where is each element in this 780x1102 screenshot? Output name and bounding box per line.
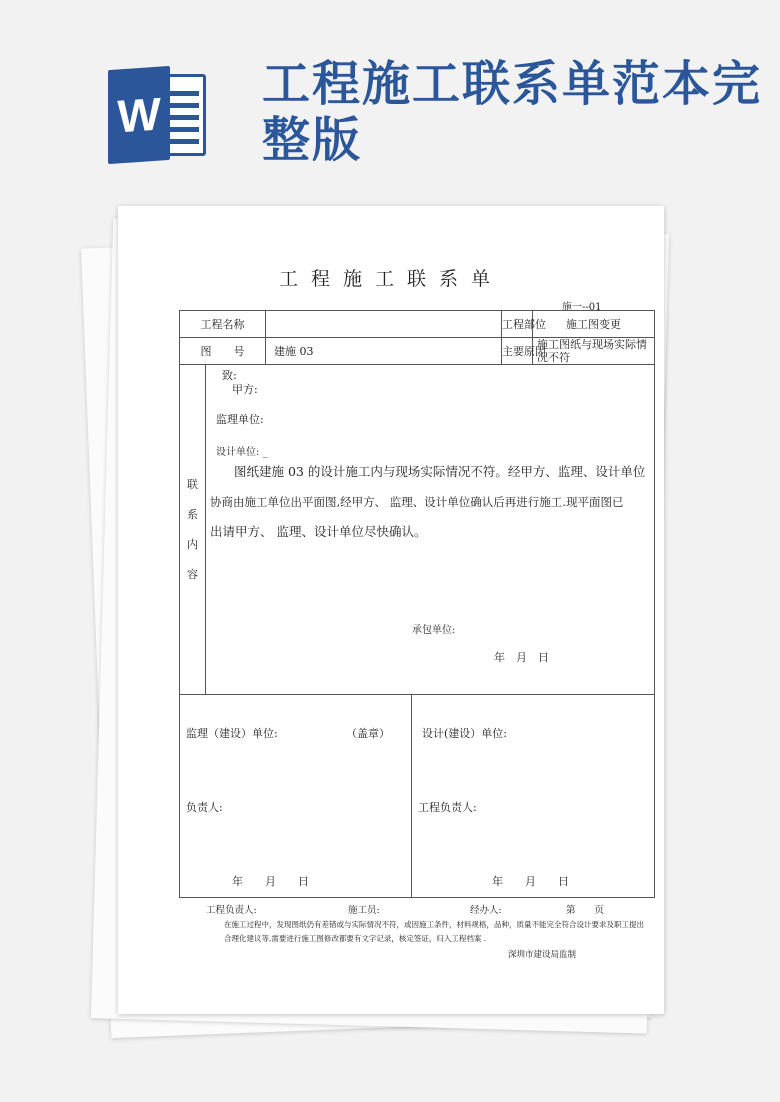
- left-date: 年 月 日: [232, 875, 309, 888]
- party-a-line: 甲方:: [232, 383, 258, 396]
- project-name-value: [266, 311, 502, 338]
- left-seal: （盖章）: [346, 727, 390, 740]
- main-reason-label: 主要原因: [502, 338, 533, 365]
- left-unit: 监理（建设）单位:: [186, 727, 278, 740]
- content-side-label: [180, 365, 206, 695]
- left-signoff: [180, 695, 412, 898]
- side-char: 容: [187, 567, 198, 581]
- banner-title: 工程施工联系单范本完整版: [262, 56, 763, 168]
- right-unit: 设计(建设）单位:: [422, 727, 507, 740]
- form-code: 施一--01: [562, 302, 602, 313]
- contractor-line: 承包单位:: [412, 625, 456, 636]
- content-area: [206, 365, 655, 695]
- footer-note: 在施工过程中，发现图纸仍有差错或与实际情况不符，或因施工条件，材料规格，品种，质量不能完全符合设计要求及职工提出合理化建议等,需要进行施工图修改都要有文字记录，核定签证，归入工程档案 .: [224, 920, 644, 943]
- footer-issuer: 深圳市建设局监制: [508, 950, 577, 960]
- right-date: 年 月 日: [492, 875, 569, 888]
- main-reason-value: 施工图纸与现场实际情况不符: [533, 338, 655, 365]
- to-line: 致:: [222, 369, 237, 382]
- paragraph-line-2: 协商由施工单位出平面图,经甲方、 监理、设计单位确认后再进行施工.现平面图已: [210, 495, 624, 509]
- drawing-no-label: 图 号: [180, 338, 266, 365]
- word-letter-badge: W: [108, 66, 170, 164]
- side-char: 内: [187, 537, 198, 551]
- word-document-icon: [108, 68, 208, 162]
- designer-line: 设计单位: _: [216, 447, 268, 458]
- right-signoff: [412, 695, 655, 898]
- document-page: [118, 206, 664, 1014]
- drawing-no-value: 建施 03: [266, 338, 502, 365]
- paragraph-line-1: 图纸建施 03 的设计施工内与现场实际情况不符。经甲方、监理、设计单位: [234, 464, 646, 479]
- project-part-value: 施工图变更: [533, 311, 655, 338]
- right-person: 工程负责人:: [418, 801, 477, 814]
- project-part-label: 工程部位: [502, 311, 533, 338]
- left-person: 负责人:: [186, 801, 223, 814]
- side-char: 系: [187, 507, 198, 521]
- content-date: 年 月 日: [494, 651, 549, 664]
- document-title: 工程施工联系单: [278, 268, 503, 290]
- contact-form-table: [179, 310, 655, 898]
- paragraph-line-3: 出请甲方、 监理、设计单位尽快确认。: [210, 524, 427, 539]
- side-char: 联: [187, 477, 198, 491]
- footer-constructor: 施工员:: [348, 905, 380, 916]
- footer-handler: 经办人:: [470, 905, 502, 916]
- supervisor-line: 监理单位:: [216, 413, 264, 426]
- project-name-label: 工程名称: [180, 311, 266, 338]
- footer-project-lead: 工程负责人:: [206, 905, 257, 916]
- footer-page: 第 页: [566, 905, 605, 916]
